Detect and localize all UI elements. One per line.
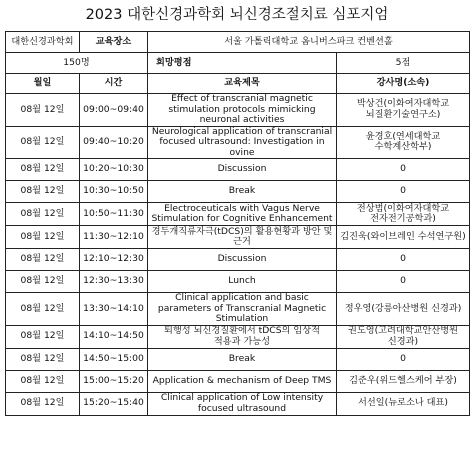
date-cell: 08월 12일	[6, 94, 80, 127]
table-row	[6, 392, 470, 415]
time-cell: 13:30~14:10	[80, 293, 148, 326]
header-speaker: 강사명(소속)	[337, 74, 470, 94]
header-row	[6, 74, 470, 94]
speaker-cell: 정우영(강릉아산병원 신경과)	[337, 293, 470, 326]
date-cell: 08월 12일	[6, 325, 80, 348]
speaker-cell: 0	[337, 181, 470, 203]
topic-cell: Effect of transcranial magnetic stimulation protocols mimicking neuronal activities	[148, 94, 337, 127]
info-row-venue	[6, 32, 470, 53]
topic-cell: 경두개직류자극(tDCS)의 활용현황과 방안 및 근거	[148, 226, 337, 249]
table-row	[6, 271, 470, 293]
date-cell: 08월 12일	[6, 392, 80, 415]
topic-cell: Break	[148, 181, 337, 203]
speaker-cell: 박상건(이화여자대학교 뇌질환기술연구소)	[337, 94, 470, 127]
host-cell: 대한신경과학회	[6, 32, 80, 53]
time-cell: 11:30~12:10	[80, 226, 148, 249]
table-row	[6, 348, 470, 370]
topic-cell: Clinical application of Low intensity focused ultrasound	[148, 392, 337, 415]
topic-cell: Application & mechanism of Deep TMS	[148, 370, 337, 392]
table-row	[6, 126, 470, 159]
speaker-cell: 서선일(뉴로소나 대표)	[337, 392, 470, 415]
capacity-cell: 150명	[6, 53, 148, 74]
speaker-cell: 전상범(이화여자대학교 전자전기공학과)	[337, 203, 470, 226]
date-cell: 08월 12일	[6, 203, 80, 226]
page-title: 2023 대한신경과학회 뇌신경조절치료 심포지엄	[85, 7, 389, 23]
topic-cell: Break	[148, 348, 337, 370]
speaker-cell: 김준우(위드헬스케어 부장)	[337, 370, 470, 392]
time-cell: 10:50~11:30	[80, 203, 148, 226]
header-time: 시간	[80, 74, 148, 94]
topic-cell: Lunch	[148, 271, 337, 293]
table-row	[6, 293, 470, 326]
table-row	[6, 159, 470, 181]
speaker-cell: 윤경호(연세대학교 수학계산학부)	[337, 126, 470, 159]
time-cell: 10:30~10:50	[80, 181, 148, 203]
topic-cell: Clinical application and basic parameters of Transcranial Magnetic Stimulation	[148, 293, 337, 326]
speaker-cell: 0	[337, 271, 470, 293]
header-date: 월일	[6, 74, 80, 94]
speaker-cell: 0	[337, 249, 470, 271]
date-cell: 08월 12일	[6, 271, 80, 293]
time-cell: 15:20~15:40	[80, 392, 148, 415]
speaker-cell: 0	[337, 159, 470, 181]
time-cell: 12:10~12:30	[80, 249, 148, 271]
table-row	[6, 370, 470, 392]
time-cell: 14:10~14:50	[80, 325, 148, 348]
speaker-cell: 0	[337, 348, 470, 370]
table-row	[6, 94, 470, 127]
topic-cell: Discussion	[148, 249, 337, 271]
date-cell: 08월 12일	[6, 181, 80, 203]
date-cell: 08월 12일	[6, 249, 80, 271]
table-row	[6, 325, 470, 348]
credit-label: 희망평점	[148, 53, 337, 74]
table-row	[6, 249, 470, 271]
time-cell: 14:50~15:00	[80, 348, 148, 370]
time-cell: 12:30~13:30	[80, 271, 148, 293]
date-cell: 08월 12일	[6, 348, 80, 370]
table-row	[6, 181, 470, 203]
date-cell: 08월 12일	[6, 293, 80, 326]
topic-cell: Neurological application of transcranial focused ultrasound: Investigation in ovine	[148, 126, 337, 159]
schedule-table	[5, 31, 470, 416]
table-row	[6, 226, 470, 249]
date-cell: 08월 12일	[6, 370, 80, 392]
time-cell: 09:40~10:20	[80, 126, 148, 159]
header-topic: 교육제목	[148, 74, 337, 94]
time-cell: 15:00~15:20	[80, 370, 148, 392]
date-cell: 08월 12일	[6, 159, 80, 181]
venue-label: 교육장소	[80, 32, 148, 53]
venue-cell: 서울 가톨릭대학교 옴니버스파크 컨벤션홀	[148, 32, 470, 53]
speaker-cell: 권도영(고려대학교안산병원 신경과)	[337, 325, 470, 348]
time-cell: 09:00~09:40	[80, 94, 148, 127]
speaker-cell: 김진욱(와이브레인 수석연구원)	[337, 226, 470, 249]
topic-cell: 퇴행성 뇌신경질환에서 tDCS의 임상적 적용과 가능성	[148, 325, 337, 348]
date-cell: 08월 12일	[6, 226, 80, 249]
credit-cell: 5점	[337, 53, 470, 74]
topic-cell: Discussion	[148, 159, 337, 181]
time-cell: 10:20~10:30	[80, 159, 148, 181]
table-row	[6, 203, 470, 226]
topic-cell: Electroceuticals with Vagus Nerve Stimulation for Cognitive Enhancement	[148, 203, 337, 226]
date-cell: 08월 12일	[6, 126, 80, 159]
info-row-credit	[6, 53, 470, 74]
